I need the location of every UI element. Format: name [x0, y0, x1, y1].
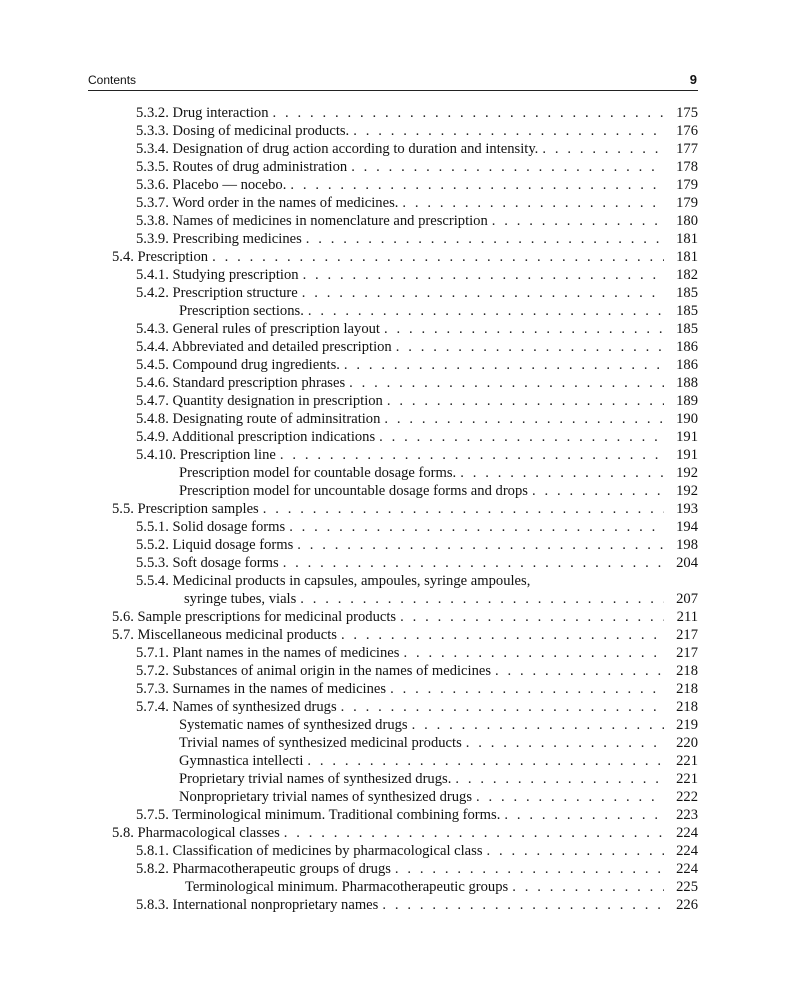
toc-entry: [88, 212, 698, 230]
dot-leader: [341, 626, 664, 644]
toc-entry-page: 226: [676, 897, 698, 913]
header-page-number: 9: [689, 72, 697, 87]
dot-leader: [387, 392, 664, 410]
toc-entry: [88, 374, 698, 392]
toc-entry-page: 177: [676, 141, 698, 157]
toc-entry-page: 176: [676, 123, 698, 139]
toc-entry: [88, 104, 698, 122]
toc-entry-title: 5.4.3. General rules of prescription layout: [136, 321, 380, 337]
toc-entry-page: 191: [676, 429, 698, 445]
dot-leader: [280, 446, 664, 464]
toc-entry: [88, 626, 698, 644]
dot-leader: [492, 212, 664, 230]
toc-entry: [88, 464, 698, 482]
toc-entry: [88, 644, 698, 662]
toc-entry-page: 192: [676, 483, 698, 499]
toc-entry-title: Prescription model for uncountable dosage forms and drops: [179, 483, 528, 499]
toc-entry-title: 5.3.6. Placebo — nocebo.: [136, 177, 287, 193]
toc-entry-page: 224: [676, 843, 698, 859]
toc-entry-title: 5.4.6. Standard prescription phrases: [136, 375, 346, 391]
toc-entry: [88, 284, 698, 302]
toc-entry-title: 5.3.5. Routes of drug administration: [136, 159, 348, 175]
toc-entry-title: 5.4.1. Studying prescription: [136, 267, 299, 283]
toc-entry-page: 193: [676, 501, 698, 517]
toc-entry-title: 5.4.9. Additional prescription indications: [136, 429, 376, 445]
toc-entry-title: 5.7.1. Plant names in the names of medicines: [136, 645, 400, 661]
toc-entry-page: 204: [676, 555, 698, 571]
toc-entry: [88, 428, 698, 446]
dot-leader: [353, 122, 664, 140]
toc-entry-title: 5.4. Prescription: [112, 249, 209, 265]
toc-entry-title: Nonproprietary trivial names of synthesized drugs: [179, 789, 473, 805]
toc-entry-title: 5.5.1. Solid dosage forms: [136, 519, 286, 535]
toc-entry-title: Prescription model for countable dosage forms.: [179, 465, 457, 481]
toc-entry: [88, 482, 698, 500]
toc-entry-title: 5.3.3. Dosing of medicinal products.: [136, 123, 350, 139]
toc-entry-page: 175: [676, 105, 698, 121]
toc-entry: [88, 554, 698, 572]
table-of-contents: [88, 104, 698, 914]
toc-entry-page: 220: [676, 735, 698, 751]
toc-entry-page: 218: [676, 663, 698, 679]
toc-entry-page: 179: [676, 177, 698, 193]
toc-entry-title: 5.5.2. Liquid dosage forms: [136, 537, 294, 553]
toc-entry: [88, 176, 698, 194]
toc-entry-title: 5.8. Pharmacological classes: [112, 825, 280, 841]
toc-entry-page: 218: [676, 699, 698, 715]
dot-leader: [384, 410, 664, 428]
toc-entry-title: 5.7.4. Names of synthesized drugs: [136, 699, 337, 715]
dot-leader: [349, 374, 664, 392]
dot-leader: [466, 734, 664, 752]
dot-leader: [396, 338, 664, 356]
toc-entry-page: 219: [676, 717, 698, 733]
toc-entry-title: Systematic names of synthesized drugs: [179, 717, 408, 733]
dot-leader: [284, 824, 664, 842]
toc-entry: [88, 878, 698, 896]
toc-entry: [88, 788, 698, 806]
toc-entry-page: 179: [676, 195, 698, 211]
toc-entry-page: 221: [676, 771, 698, 787]
toc-entry: [88, 410, 698, 428]
dot-leader: [390, 680, 664, 698]
toc-entry-page: 182: [676, 267, 698, 283]
dot-leader: [283, 554, 664, 572]
toc-entry-page: 217: [676, 627, 698, 643]
running-header: [88, 72, 698, 91]
dot-leader: [290, 176, 664, 194]
toc-entry: [88, 608, 698, 626]
toc-entry-title: 5.4.10. Prescription line: [136, 447, 276, 463]
toc-entry-title: Proprietary trivial names of synthesized drugs.: [179, 771, 452, 787]
toc-entry-title: 5.7.2. Substances of animal origin in the names of medicines: [136, 663, 492, 679]
dot-leader: [263, 500, 664, 518]
toc-entry-page: 188: [676, 375, 698, 391]
toc-entry: [88, 338, 698, 356]
dot-leader: [379, 428, 664, 446]
toc-entry: [88, 842, 698, 860]
toc-entry-title: Terminological minimum. Pharmacotherapeutic groups: [185, 879, 509, 895]
dot-leader: [344, 356, 664, 374]
dot-leader: [384, 320, 664, 338]
toc-entry-title: 5.3.2. Drug interaction: [136, 105, 269, 121]
toc-entry: [88, 680, 698, 698]
toc-entry-page: 198: [676, 537, 698, 553]
toc-entry: [88, 320, 698, 338]
toc-entry: [88, 860, 698, 878]
toc-entry-title: 5.5. Prescription samples: [112, 501, 259, 517]
dot-leader: [487, 842, 664, 860]
dot-leader: [297, 536, 664, 554]
toc-entry-title: 5.4.5. Compound drug ingredients.: [136, 357, 340, 373]
toc-entry-page: 185: [676, 321, 698, 337]
toc-entry-page: 189: [676, 393, 698, 409]
toc-entry: [88, 770, 698, 788]
dot-leader: [382, 896, 664, 914]
toc-entry: [88, 500, 698, 518]
toc-entry-page: 194: [676, 519, 698, 535]
dot-leader: [400, 608, 664, 626]
toc-entry: [88, 446, 698, 464]
toc-entry: [88, 140, 698, 158]
dot-leader: [351, 158, 664, 176]
toc-entry-page: 225: [676, 879, 698, 895]
dot-leader: [306, 230, 664, 248]
toc-entry: [88, 266, 698, 284]
toc-entry-title: 5.3.8. Names of medicines in nomenclature and prescription: [136, 213, 488, 229]
toc-entry-page: 186: [676, 339, 698, 355]
toc-entry-page: 178: [676, 159, 698, 175]
dot-leader: [412, 716, 664, 734]
toc-entry: [88, 734, 698, 752]
toc-entry: [88, 662, 698, 680]
dot-leader: [402, 194, 664, 212]
toc-entry: [88, 590, 698, 608]
dot-leader: [308, 302, 664, 320]
dot-leader: [212, 248, 664, 266]
toc-entry-page: 211: [676, 609, 698, 625]
dot-leader: [395, 860, 664, 878]
toc-entry-title: Prescription sections.: [179, 303, 304, 319]
toc-entry-page: 223: [676, 807, 698, 823]
toc-entry-title: 5.3.4. Designation of drug action according to duration and intensity.: [136, 141, 539, 157]
toc-entry-title: 5.7. Miscellaneous medicinal products: [112, 627, 337, 643]
toc-entry-page: 190: [676, 411, 698, 427]
toc-entry-title: 5.8.1. Classification of medicines by pharmacological class: [136, 843, 483, 859]
toc-entry-title: 5.8.2. Pharmacotherapeutic groups of drugs: [136, 861, 391, 877]
dot-leader: [512, 878, 664, 896]
toc-entry-page: 224: [676, 861, 698, 877]
toc-entry: [88, 716, 698, 734]
toc-entry-title: 5.3.7. Word order in the names of medicines.: [136, 195, 399, 211]
toc-entry-page: 185: [676, 303, 698, 319]
toc-entry: [88, 518, 698, 536]
toc-entry-title: 5.4.4. Abbreviated and detailed prescription: [136, 339, 392, 355]
toc-entry-title: 5.4.7. Quantity designation in prescription: [136, 393, 383, 409]
dot-leader: [542, 140, 664, 158]
toc-entry: [88, 356, 698, 374]
toc-entry-page: 217: [676, 645, 698, 661]
toc-entry: [88, 572, 698, 590]
toc-entry-page: 181: [676, 231, 698, 247]
toc-entry-title: syringe tubes, vials: [184, 591, 297, 607]
toc-entry-page: 207: [676, 591, 698, 607]
dot-leader: [302, 284, 664, 302]
toc-entry: [88, 824, 698, 842]
dot-leader: [289, 518, 664, 536]
dot-leader: [476, 788, 664, 806]
toc-entry-page: 185: [676, 285, 698, 301]
dot-leader: [455, 770, 664, 788]
toc-entry-page: 218: [676, 681, 698, 697]
toc-entry-title: Gymnastica intellecti: [179, 753, 304, 769]
dot-leader: [303, 266, 664, 284]
toc-entry-title: 5.4.8. Designating route of adminsitration: [136, 411, 381, 427]
toc-entry-title: 5.4.2. Prescription structure: [136, 285, 298, 301]
toc-entry: [88, 896, 698, 914]
toc-entry: [88, 122, 698, 140]
dot-leader: [341, 698, 664, 716]
dot-leader: [307, 752, 664, 770]
dot-leader: [532, 482, 664, 500]
toc-entry: [88, 392, 698, 410]
toc-entry-page: 191: [676, 447, 698, 463]
toc-entry-page: 181: [676, 249, 698, 265]
toc-entry: [88, 752, 698, 770]
toc-entry-title: 5.5.4. Medicinal products in capsules, ampoules, syringe ampoules,: [136, 573, 531, 589]
toc-entry-title: 5.8.3. International nonproprietary names: [136, 897, 379, 913]
dot-leader: [504, 806, 664, 824]
dot-leader: [300, 590, 664, 608]
toc-entry-title: Trivial names of synthesized medicinal products: [179, 735, 462, 751]
toc-entry-title: 5.7.5. Terminological minimum. Traditional combining forms.: [136, 807, 501, 823]
toc-entry-page: 222: [676, 789, 698, 805]
toc-entry: [88, 230, 698, 248]
toc-entry-title: 5.3.9. Prescribing medicines: [136, 231, 302, 247]
toc-entry-page: 186: [676, 357, 698, 373]
toc-entry-title: 5.6. Sample prescriptions for medicinal products: [112, 609, 397, 625]
toc-entry-page: 221: [676, 753, 698, 769]
toc-entry: [88, 536, 698, 554]
dot-leader: [273, 104, 664, 122]
toc-entry-title: 5.5.3. Soft dosage forms: [136, 555, 279, 571]
toc-entry: [88, 248, 698, 266]
dot-leader: [403, 644, 664, 662]
toc-entry: [88, 698, 698, 716]
toc-entry: [88, 806, 698, 824]
toc-entry-title: 5.7.3. Surnames in the names of medicines: [136, 681, 387, 697]
toc-entry: [88, 302, 698, 320]
dot-leader: [460, 464, 664, 482]
header-title: Contents: [88, 73, 137, 87]
toc-entry-page: 192: [676, 465, 698, 481]
toc-entry: [88, 194, 698, 212]
toc-entry: [88, 158, 698, 176]
toc-entry-page: 180: [676, 213, 698, 229]
toc-entry-page: 224: [676, 825, 698, 841]
dot-leader: [495, 662, 664, 680]
